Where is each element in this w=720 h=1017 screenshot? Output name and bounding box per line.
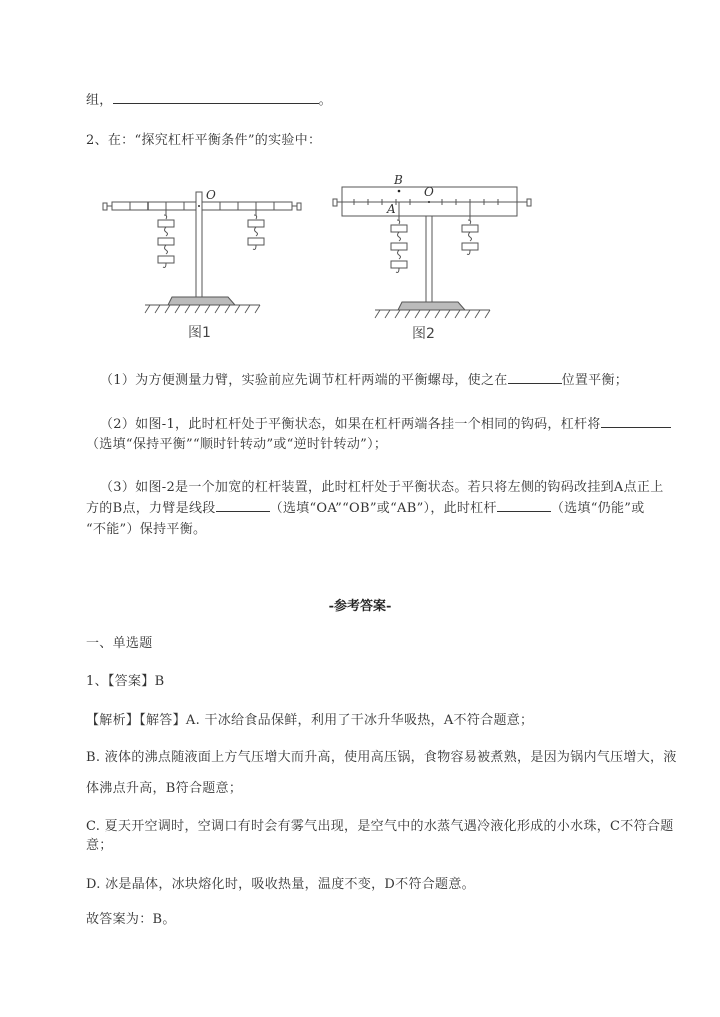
sub-question-3-text-c: （选填“仍能”或 [550,501,645,516]
figure-2-lever [330,170,535,345]
figure-1-lever [100,185,305,345]
sub-question-3-line-2 [86,497,645,516]
sub-question-3-line-1: （3）如图-2是一个加宽的杠杆装置，此时杠杆处于平衡状态。若只将左侧的钩码改挂到A点正上 [100,480,664,495]
conclusion: 故答案为：B。 [86,912,176,927]
point-b-label: B [394,173,403,187]
analysis-b-line-1: B. 液体的沸点随液面上方气压增大而升高，使用高压锅，食物容易被煮熟，是因为锅内气压增大，液 [86,750,677,765]
sub-question-3-text-b: （选填“OA”“OB”或“AB”），此时杠杆 [269,501,497,516]
answer-blank [601,415,671,428]
sub-question-1-suffix: 位置平衡； [561,373,629,388]
section-title: 一、单选题 [86,636,153,651]
analysis-d: D. 冰是晶体，冰块熔化时，吸收热量，温度不变，D不符合题意。 [86,877,475,892]
sub-question-1 [100,369,628,388]
sub-question-3-text-a: 方的B点，力臂是线段 [86,501,216,516]
analysis-c-line-2: 意； [86,838,113,853]
answer-blank [216,499,270,512]
figure-2-label: 图2 [412,326,435,342]
answer-blank [113,91,319,104]
answers-heading: -参考答案- [328,599,392,614]
question-tail-line [86,89,332,108]
sub-question-2-line-1 [100,413,671,432]
question-tail-suffix: 。 [318,93,332,108]
analysis-a: 【解析】【解答】A. 干冰给食品保鲜，利用了干冰升华吸热，A不符合题意； [86,713,534,728]
q1-answer: 1、【答案】B [86,674,165,689]
analysis-b-line-2: 体沸点升高，B符合题意； [86,781,243,796]
sub-question-3-line-3: “不能”）保持平衡。 [86,522,207,537]
pivot-o-label: O [206,188,216,202]
pivot-o-label: O [424,185,434,199]
sub-question-2-line-2: （选填“保持平衡”“顺时针转动”或“逆时针转动”）； [86,437,388,452]
sub-question-2-text: （2）如图-1，此时杠杆处于平衡状态，如果在杠杆两端各挂一个相同的钩码，杠杆将 [100,417,601,432]
sub-question-1-text: （1）为方便测量力臂，实验前应先调节杠杆两端的平衡螺母，使之在 [100,373,508,388]
question-2-title: 2、在：“探究杠杆平衡条件”的实验中： [86,133,322,148]
analysis-c-line-1: C. 夏天开空调时，空调口有时会有雾气出现，是空气中的水蒸气遇冷液化形成的小水珠，C不符合题 [86,819,674,834]
answer-blank [497,499,551,512]
figure-1-label: 图1 [188,325,211,341]
answer-blank [508,371,562,384]
question-tail-prefix: 组， [86,93,113,108]
point-a-label: A [387,202,396,216]
